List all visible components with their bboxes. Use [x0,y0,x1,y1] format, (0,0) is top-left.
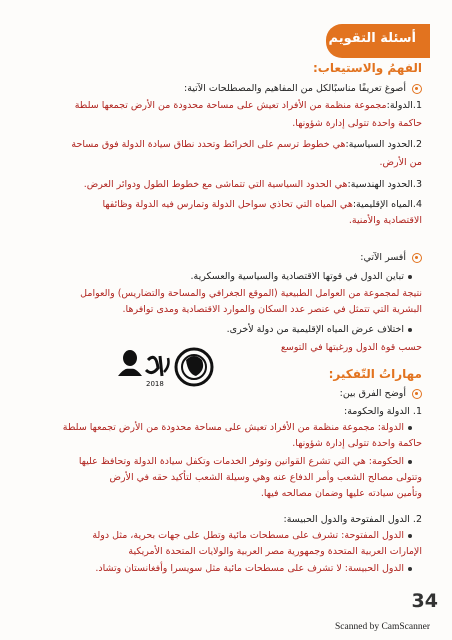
difference-answer-line: وتتولى مصالح الشعب وأمر الدفاع عنه وهي وسيلة الشعب لتأكيد حقه في الأرض [109,472,422,483]
sub-question-title: 2. الدول المفتوحة والدول الحبيسة: [283,514,422,525]
bullet-dot-icon [408,275,412,279]
item-answer-line: حاكمة واحدة تتولى إدارة شؤونها. [292,118,422,129]
bullet-dot-icon [408,567,412,571]
explain-answer-line: نتيجة لمجموعة من العوامل الطبيعية (الموقع الجغرافي والمساحة والتضاريس) والعوامل [80,288,422,299]
header-band [326,24,430,58]
explain-answer-line: حسب قوة الدول ورغبتها في التوسع [280,342,422,353]
item-number: 3. [412,179,422,190]
page-number: 34 [411,590,438,612]
statement-text: اختلاف عرض المياه الإقليمية من دولة لأخرى. [226,324,404,335]
explain-statement [227,323,412,336]
item-answer-line: هي الحدود السياسية التي تتماشى مع خطوط الطول ودوائر العرض. [83,179,348,190]
bullet-dot-icon [408,426,412,430]
item-number: 2. [412,139,422,150]
definition-item [75,99,422,112]
section-heading-comprehension: الفهمُ والاستيعاب: [312,61,422,75]
item-term: الحدود السياسية: [345,139,413,150]
item-number: 1. [412,100,422,111]
difference-answer-line: حاكمة واحدة تتولى إدارة شؤونها. [292,438,422,449]
bullet-dot-icon [408,328,412,332]
explain-answer-line: البشرية التي تتمثل في عنصر عدد السكان والموارد الاقتصادية ومدى توافرها. [122,304,422,315]
bullet-dot-icon [408,460,412,464]
definition-item [102,198,422,211]
page-title: أسئلة التقويم [328,31,416,46]
difference-answer-line [79,455,412,468]
difference-answer-line [95,562,412,575]
item-answer-line: الاقتصادية والأمنية. [348,215,422,226]
question-bullet-icon [412,389,422,399]
item-answer-line: مجموعة منظمة من الأفراد تعيش على مساحة محدودة من الأرض تجمعها سلطة [74,100,387,111]
answer-text: الدول المفتوحة: تشرف على مسطحات مائية وتطل على جهات بحرية، مثل دولة [92,530,404,541]
explain-statement [190,270,412,283]
item-term: الحدود الهندسية: [347,179,413,190]
sub-question-title: 1. الدولة والحكومة: [344,406,422,417]
question-prompt-explain: أفسر الآتي: [360,252,406,263]
item-answer-line: هي خطوط ترسم على الخرائط وتحدد نطاق سيادة الدولة فوق مساحة [71,139,346,150]
answer-text: الدولة: مجموعة منظمة من الأفراد تعيش على مساحة محدودة من الأرض تجمعها سلطة [62,422,404,433]
difference-answer-line [63,421,412,434]
answer-text: الدول الحبيسة: لا تشرف على مسطحات مائية مثل سويسرا وأفغانستان وتشاد. [95,563,404,574]
statement-text: تباين الدول في قوتها الاقتصادية والسياسية والعسكرية. [190,271,404,282]
item-answer-line: من الأرض. [379,157,422,168]
question-bullet-icon [412,84,422,94]
bullet-dot-icon [408,534,412,538]
difference-answer-line: الإمارات العربية المتحدة وجمهورية مصر العربية والولايات المتحدة الأمريكية [128,546,422,557]
item-term: الدولة: [386,100,413,111]
definition-item [84,178,422,191]
scanner-watermark: Scanned by CamScanner [335,622,430,632]
definition-item [71,138,422,151]
difference-answer-line: وتأمين سيادته عليها وضمان مصالحه فيها. [260,488,422,499]
item-answer-line: هي المياه التي تحاذي سواحل الدولة وتمارس فيه الدولة وظائفها [102,199,353,210]
stamp-logo-graphic [108,346,218,388]
answer-text: الحكومة: هي التي تشرع القوانين وتوفر الخدمات وتكفل سيادة الدولة وتحافظ عليها [78,456,404,467]
section-heading-thinking: مهاراتُ التّفكير: [328,367,422,381]
question-prompt-definitions: أصوغ تعريفًا مناسبًالكل من المفاهيم والمصطلحات الآتية: [184,83,406,94]
item-term: المياه الإقليمية: [352,199,413,210]
question-bullet-icon [412,253,422,263]
difference-answer-line [92,529,412,542]
stamp-logo [108,346,218,388]
item-number: 4. [412,199,422,210]
question-prompt-difference: أوضح الفرق بين: [339,388,406,399]
stamp-year: 2018 [146,380,164,388]
